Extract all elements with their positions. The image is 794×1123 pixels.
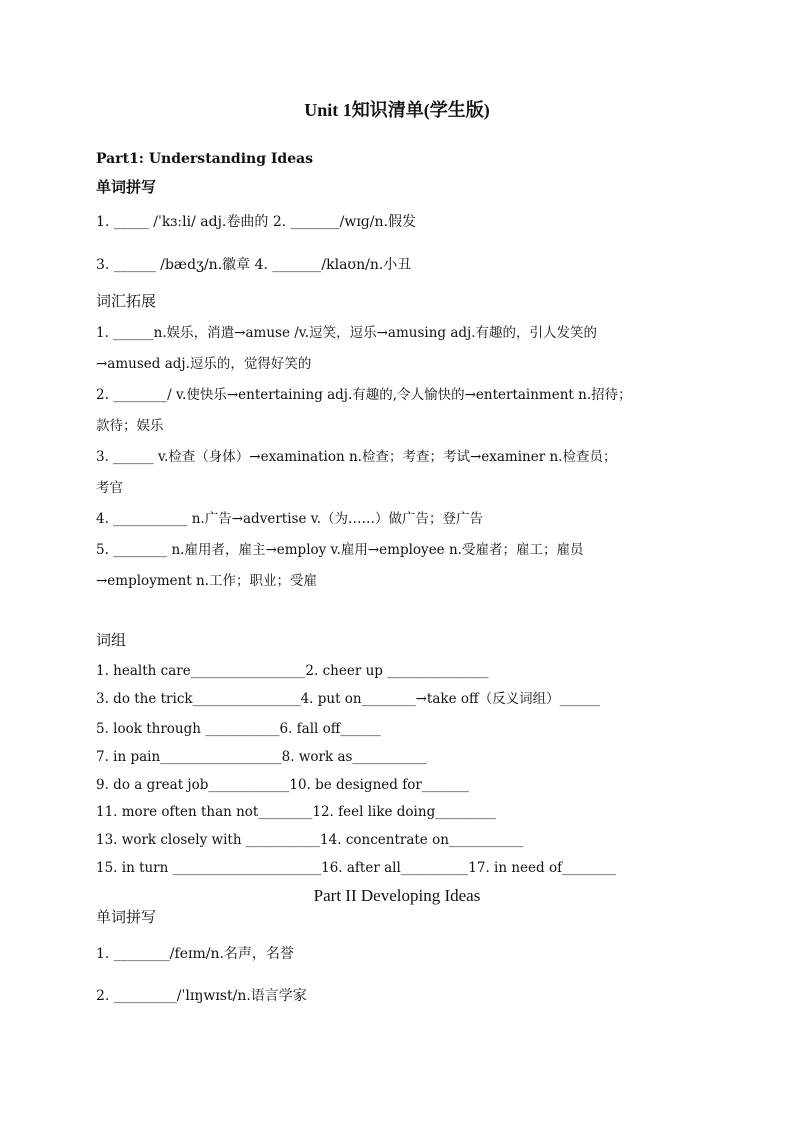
vocab-expansion-line-4: 款待；娱乐 (96, 418, 164, 434)
part1-heading: Part1: Understanding Ideas (96, 151, 314, 167)
phrases-line-2: 3. do the trick________________4. put on________→take off（反义词组）______ (96, 691, 601, 707)
part1-word-spelling-heading: 单词拼写 (96, 178, 157, 196)
phrases-line-4: 7. in pain__________________8. work as___________ (96, 749, 427, 765)
page-title: Unit 1知识清单(学生版) (304, 100, 490, 120)
phrases-line-8: 15. in turn ______________________16. after all__________17. in need of________ (96, 860, 617, 876)
part2-word-spelling-line-2: 2. _________/ˈlɪŋwɪst/n.语言学家 (96, 988, 307, 1004)
phrases-line-5: 9. do a great job____________10. be designed for_______ (96, 777, 470, 793)
part1-word-spelling-line-1: 1. _____ /ˈkɜːli/ adj.卷曲的 2. _______/wɪɡ/n.假发 (96, 214, 416, 230)
phrases-heading: 词组 (96, 631, 127, 649)
vocab-expansion-line-2: →amused adj.逗乐的，觉得好笑的 (96, 356, 312, 372)
vocab-expansion-line-3: 2. ________/ v.使快乐→entertaining adj.有趣的,令人愉快的→entertainment n.招待； (96, 387, 632, 403)
part2-word-spelling-line-1: 1. ________/feɪm/n.名声，名誉 (96, 946, 294, 962)
phrases-line-1: 1. health care_________________2. cheer up _______________ (96, 663, 489, 679)
phrases-line-7: 13. work closely with ___________14. concentrate on___________ (96, 832, 524, 848)
part1-word-spelling-line-2: 3. ______ /bædʒ/n.徽章 4. _______/klaʊn/n.小丑 (96, 257, 412, 273)
vocab-expansion-line-8: 5. ________ n.雇用者，雇主→employ v.雇用→employee n.受雇者；雇工；雇员 (96, 542, 584, 558)
vocab-expansion-line-1: 1. ______n.娱乐，消遣→amuse /v.逗笑，逗乐→amusing adj.有趣的，引人发笑的 (96, 325, 597, 341)
vocab-expansion-line-5: 3. ______ v.检查（身体）→examination n.检查；考查；考试→examiner n.检查员； (96, 449, 617, 465)
vocab-expansion-line-6: 考官 (96, 480, 123, 496)
part2-heading: Part II Developing Ideas (313, 886, 481, 905)
vocab-expansion-heading: 词汇拓展 (96, 292, 157, 310)
phrases-line-6: 11. more often than not________12. feel like doing_________ (96, 804, 496, 820)
phrases-line-3: 5. look through ___________6. fall off______ (96, 721, 381, 737)
vocab-expansion-line-9: →employment n.工作；职业；受雇 (96, 573, 318, 589)
vocab-expansion-line-7: 4. ___________ n.广告→advertise v.（为……）做广告；登广告 (96, 511, 484, 527)
part2-word-spelling-heading: 单词拼写 (96, 908, 157, 926)
